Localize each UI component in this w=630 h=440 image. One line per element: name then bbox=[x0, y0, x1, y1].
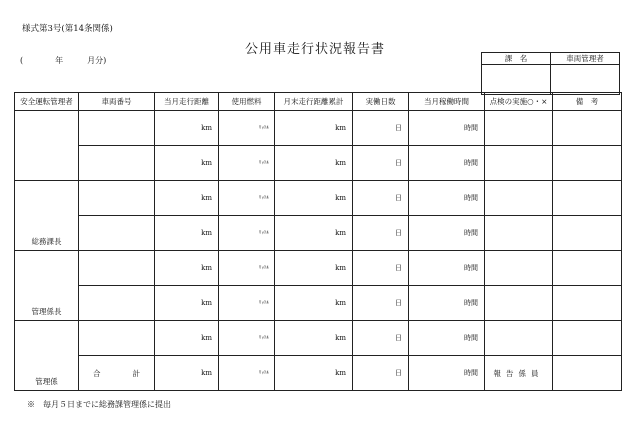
fuel-cell[interactable] bbox=[219, 286, 275, 321]
distance-cell[interactable] bbox=[155, 146, 219, 181]
km-unit: km bbox=[335, 194, 346, 202]
km-unit: km bbox=[335, 159, 346, 167]
cumulative-cell[interactable] bbox=[275, 111, 353, 146]
hour-unit: 時間 bbox=[464, 369, 478, 377]
remarks-cell[interactable] bbox=[553, 356, 622, 391]
days-cell[interactable] bbox=[353, 251, 409, 286]
hours-cell[interactable] bbox=[409, 251, 485, 286]
cumulative-cell[interactable] bbox=[275, 356, 353, 391]
hour-unit: 時間 bbox=[464, 194, 478, 202]
vehicle-number-cell[interactable] bbox=[79, 111, 155, 146]
cumulative-cell[interactable] bbox=[275, 146, 353, 181]
km-unit: km bbox=[335, 264, 346, 272]
hour-unit: 時間 bbox=[464, 159, 478, 167]
manager-cell[interactable] bbox=[15, 181, 79, 251]
km-unit: km bbox=[201, 229, 212, 237]
distance-cell[interactable] bbox=[155, 321, 219, 356]
remarks-cell[interactable] bbox=[553, 251, 622, 286]
hour-unit: 時間 bbox=[464, 124, 478, 132]
fuel-cell[interactable] bbox=[219, 356, 275, 391]
distance-cell[interactable] bbox=[155, 251, 219, 286]
fuel-cell[interactable] bbox=[219, 181, 275, 216]
inspection-cell[interactable] bbox=[485, 251, 553, 286]
hours-cell[interactable] bbox=[409, 111, 485, 146]
vehicle-number-cell[interactable] bbox=[79, 216, 155, 251]
liter-unit: ﾘｯﾄﾙ bbox=[258, 264, 269, 271]
liter-unit: ﾘｯﾄﾙ bbox=[258, 334, 269, 341]
manager-cell[interactable] bbox=[15, 321, 79, 391]
manager-cell[interactable] bbox=[15, 111, 79, 181]
day-unit: 日 bbox=[395, 194, 402, 202]
km-unit: km bbox=[201, 124, 212, 132]
inspection-cell[interactable] bbox=[485, 216, 553, 251]
remarks-cell[interactable] bbox=[553, 181, 622, 216]
col-operating-hours: 当月稼働時間 bbox=[409, 93, 485, 111]
fuel-cell[interactable] bbox=[219, 251, 275, 286]
col-cumulative-distance: 月末走行距離累計 bbox=[275, 93, 353, 111]
table-row bbox=[15, 321, 622, 356]
hour-unit: 時間 bbox=[464, 299, 478, 307]
manager-label: 総務課長 bbox=[31, 237, 62, 246]
fuel-cell[interactable] bbox=[219, 111, 275, 146]
days-cell[interactable] bbox=[353, 146, 409, 181]
km-unit: km bbox=[201, 159, 212, 167]
table-row bbox=[15, 181, 622, 216]
day-unit: 日 bbox=[395, 229, 402, 237]
remarks-cell[interactable] bbox=[553, 286, 622, 321]
approval-box bbox=[481, 52, 620, 95]
table-row bbox=[15, 146, 622, 181]
col-fuel-used: 使用燃料 bbox=[219, 93, 275, 111]
table-row bbox=[15, 111, 622, 146]
days-cell[interactable] bbox=[353, 111, 409, 146]
inspection-cell[interactable] bbox=[485, 111, 553, 146]
vehicle-number-cell[interactable] bbox=[79, 146, 155, 181]
period-line: ( 年 月分) bbox=[20, 56, 107, 65]
distance-cell[interactable] bbox=[155, 216, 219, 251]
footnote: ※ 毎月５日までに総務課管理係に提出 bbox=[27, 400, 171, 409]
fuel-cell[interactable] bbox=[219, 321, 275, 356]
vehicle-manager-header: 車両管理者 bbox=[551, 53, 620, 65]
manager-label: 管理係長 bbox=[31, 307, 62, 316]
day-unit: 日 bbox=[395, 334, 402, 342]
col-working-days: 実働日数 bbox=[353, 93, 409, 111]
remarks-cell[interactable] bbox=[553, 111, 622, 146]
hours-cell[interactable] bbox=[409, 356, 485, 391]
day-unit: 日 bbox=[395, 264, 402, 272]
report-table bbox=[14, 92, 622, 391]
cumulative-cell[interactable] bbox=[275, 251, 353, 286]
hour-unit: 時間 bbox=[464, 229, 478, 237]
liter-unit: ﾘｯﾄﾙ bbox=[258, 159, 269, 166]
liter-unit: ﾘｯﾄﾙ bbox=[258, 124, 269, 131]
section-name-field[interactable] bbox=[482, 65, 551, 95]
days-cell[interactable] bbox=[353, 286, 409, 321]
inspection-cell[interactable] bbox=[485, 321, 553, 356]
fuel-cell[interactable] bbox=[219, 216, 275, 251]
inspection-cell[interactable] bbox=[485, 181, 553, 216]
km-unit: km bbox=[201, 299, 212, 307]
day-unit: 日 bbox=[395, 124, 402, 132]
total-label-left: 合 bbox=[93, 368, 101, 378]
table-row bbox=[15, 286, 622, 321]
table-header-row bbox=[15, 93, 622, 111]
inspection-cell[interactable] bbox=[485, 286, 553, 321]
day-unit: 日 bbox=[395, 159, 402, 167]
vehicle-number-cell[interactable] bbox=[79, 251, 155, 286]
days-cell[interactable] bbox=[353, 356, 409, 391]
vehicle-number-cell[interactable] bbox=[79, 181, 155, 216]
day-unit: 日 bbox=[395, 299, 402, 307]
day-unit: 日 bbox=[395, 369, 402, 377]
col-remarks: 備 考 bbox=[553, 93, 622, 111]
inspection-cell[interactable] bbox=[485, 146, 553, 181]
reporter-cell bbox=[485, 356, 553, 391]
liter-unit: ﾘｯﾄﾙ bbox=[258, 194, 269, 201]
km-unit: km bbox=[335, 334, 346, 342]
total-label-cell bbox=[79, 356, 155, 391]
vehicle-number-cell[interactable] bbox=[79, 321, 155, 356]
remarks-cell[interactable] bbox=[553, 321, 622, 356]
km-unit: km bbox=[201, 334, 212, 342]
km-unit: km bbox=[201, 194, 212, 202]
km-unit: km bbox=[335, 299, 346, 307]
remarks-cell[interactable] bbox=[553, 216, 622, 251]
liter-unit: ﾘｯﾄﾙ bbox=[258, 299, 269, 306]
hours-cell[interactable] bbox=[409, 216, 485, 251]
table-row bbox=[15, 251, 622, 286]
hours-cell[interactable] bbox=[409, 181, 485, 216]
vehicle-manager-stamp[interactable] bbox=[551, 65, 620, 95]
col-vehicle-number: 車両番号 bbox=[79, 93, 155, 111]
cumulative-cell[interactable] bbox=[275, 321, 353, 356]
cumulative-cell[interactable] bbox=[275, 286, 353, 321]
km-unit: km bbox=[201, 369, 212, 377]
section-name-header: 課 名 bbox=[482, 53, 551, 65]
liter-unit: ﾘｯﾄﾙ bbox=[258, 229, 269, 236]
distance-cell[interactable] bbox=[155, 356, 219, 391]
km-unit: km bbox=[335, 369, 346, 377]
col-safety-manager: 安全運転管理者 bbox=[15, 93, 79, 111]
days-cell[interactable] bbox=[353, 321, 409, 356]
km-unit: km bbox=[335, 124, 346, 132]
vehicle-number-cell[interactable] bbox=[79, 286, 155, 321]
days-cell[interactable] bbox=[353, 181, 409, 216]
reporter-label: 報告係員 bbox=[493, 368, 544, 378]
page-title: 公用車走行状況報告書 bbox=[244, 42, 385, 57]
km-unit: km bbox=[201, 264, 212, 272]
hour-unit: 時間 bbox=[464, 264, 478, 272]
col-monthly-distance: 当月走行距離 bbox=[155, 93, 219, 111]
total-row bbox=[15, 356, 622, 391]
cumulative-cell[interactable] bbox=[275, 181, 353, 216]
total-label-right: 計 bbox=[132, 368, 140, 378]
km-unit: km bbox=[335, 229, 346, 237]
col-inspection: 点検の実施○・× bbox=[485, 93, 553, 111]
manager-cell[interactable] bbox=[15, 251, 79, 321]
liter-unit: ﾘｯﾄﾙ bbox=[258, 369, 269, 376]
hours-cell[interactable] bbox=[409, 286, 485, 321]
distance-cell[interactable] bbox=[155, 181, 219, 216]
cumulative-cell[interactable] bbox=[275, 216, 353, 251]
distance-cell[interactable] bbox=[155, 111, 219, 146]
hours-cell[interactable] bbox=[409, 146, 485, 181]
hours-cell[interactable] bbox=[409, 321, 485, 356]
manager-label: 管理係 bbox=[35, 377, 58, 386]
form-number: 様式第3号(第14条関係) bbox=[22, 24, 113, 34]
distance-cell[interactable] bbox=[155, 286, 219, 321]
hour-unit: 時間 bbox=[464, 334, 478, 342]
fuel-cell[interactable] bbox=[219, 146, 275, 181]
days-cell[interactable] bbox=[353, 216, 409, 251]
remarks-cell[interactable] bbox=[553, 146, 622, 181]
table-row bbox=[15, 216, 622, 251]
